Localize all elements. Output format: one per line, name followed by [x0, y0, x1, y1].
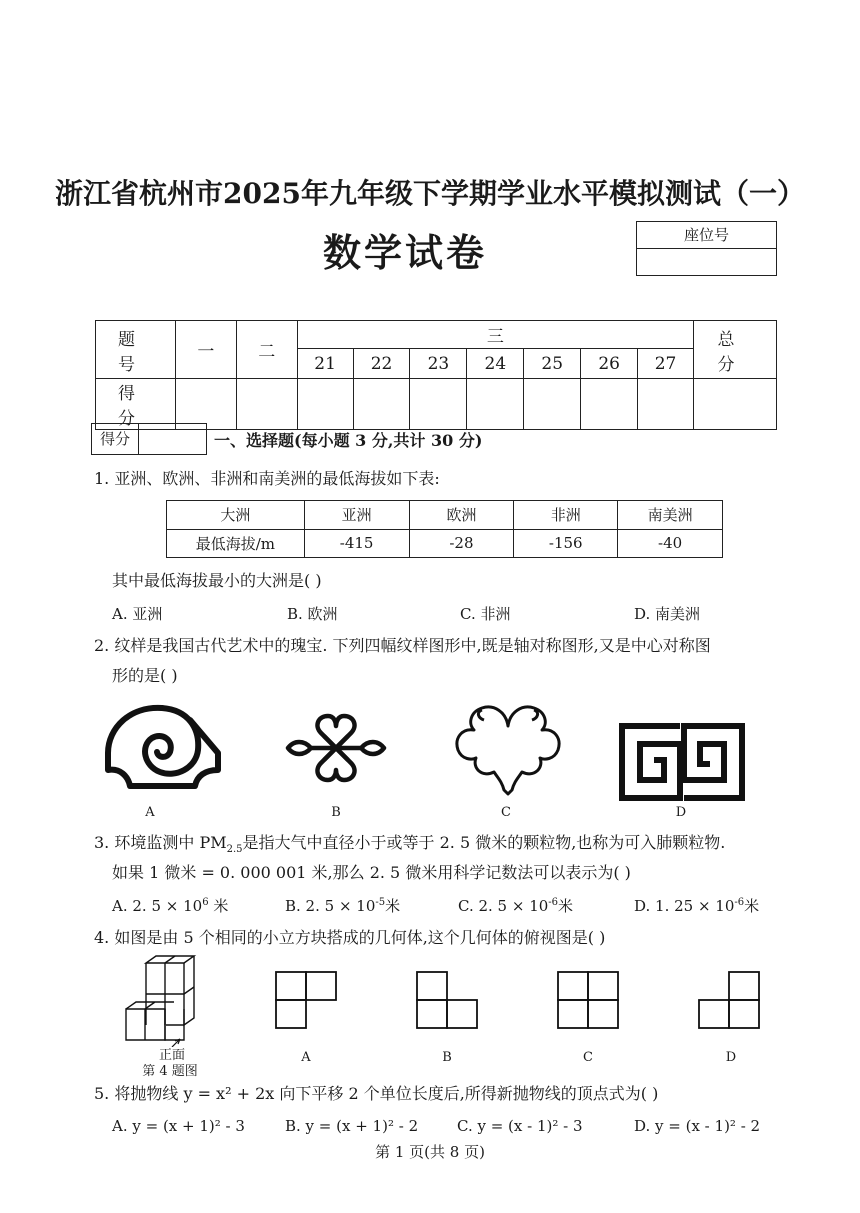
q3-option-a-exp: 6	[202, 897, 209, 908]
altitude-table	[166, 500, 723, 558]
score-sub-col: 21	[297, 349, 353, 379]
altitude-cell: 最低海拔/m	[167, 529, 305, 558]
score-table	[95, 320, 777, 430]
q4-cube-figure	[118, 955, 228, 1047]
altitude-header: 亚洲	[304, 501, 409, 530]
q1-text: 1. 亚洲、欧洲、非洲和南美洲的最低海拔如下表:	[94, 469, 440, 488]
q3-line1	[94, 833, 725, 860]
section-score-label: 得分	[92, 424, 139, 454]
pattern-c-cloud-figure	[448, 698, 568, 798]
q4-view-b-figure	[415, 970, 479, 1030]
score-sub-col: 24	[467, 349, 524, 379]
section-score-box[interactable]	[91, 423, 207, 455]
altitude-header: 大洲	[167, 501, 305, 530]
q3-line2: 如果 1 微米 = 0. 000 001 米,那么 2. 5 微米用科学记数法可以表示为( )	[112, 863, 631, 882]
q2-line2: 形的是( )	[112, 666, 178, 685]
score-cell[interactable]	[175, 379, 236, 430]
q1-option-d: D. 南美洲	[634, 605, 701, 623]
score-cell[interactable]	[467, 379, 524, 430]
q3-pm-subscript: 2.5	[226, 844, 243, 856]
pattern-b-knot-figure	[276, 708, 396, 798]
score-sub-col: 26	[581, 349, 638, 379]
score-table-row-label: 题 号	[96, 321, 176, 379]
q3-option-c	[458, 895, 573, 916]
score-col-two: 二	[236, 321, 297, 379]
score-cell[interactable]	[236, 379, 297, 430]
q5-option-d: D. y = (x - 1)² - 2	[634, 1117, 761, 1135]
q3-line1-end: 是指大气中直径小于或等于 2. 5 微米的颗粒物,也称为可入肺颗粒物.	[242, 833, 726, 852]
q3-option-a	[112, 895, 228, 916]
seat-number-label: 座位号	[637, 222, 776, 249]
pattern-a-swirl-figure	[100, 698, 225, 793]
score-cell[interactable]	[524, 379, 581, 430]
q4-view-d-figure	[697, 970, 761, 1030]
exam-subtitle: 数学试卷	[322, 230, 487, 275]
score-col-three: 三	[297, 321, 693, 349]
score-total-label: 总 分	[694, 321, 777, 379]
q1-option-c: C. 非洲	[460, 605, 511, 623]
q4-figure-caption: 第 4 题图	[142, 1064, 198, 1079]
q2-line1: 2. 纹样是我国古代艺术中的瑰宝. 下列四幅纹样图形中,既是轴对称图形,又是中心对称图	[94, 636, 711, 655]
q4-caption-a: A	[301, 1050, 311, 1065]
q1-question: 其中最低海拔最小的大洲是( )	[112, 571, 322, 590]
score-cell[interactable]	[410, 379, 467, 430]
q3-option-c-exp: -6	[548, 897, 559, 908]
altitude-cell: -415	[304, 529, 409, 558]
score-col-one: 一	[175, 321, 236, 379]
altitude-header: 欧洲	[409, 501, 514, 530]
q4-front-label: 正面	[158, 1048, 185, 1063]
section-title: 一、选择题(每小题 3 分,共计 30 分)	[214, 431, 483, 450]
q3-option-b	[285, 895, 400, 916]
altitude-cell: -40	[618, 529, 723, 558]
score-row2-label: 得 分	[96, 379, 176, 430]
q3-option-d-exp: -6	[734, 897, 745, 908]
page-footer: 第 1 页(共 8 页)	[375, 1143, 485, 1161]
exam-title: 浙江省杭州市2025年九年级下学期学业水平模拟测试（一）	[55, 177, 805, 210]
q4-view-c-figure	[556, 970, 620, 1030]
seat-number-box[interactable]	[636, 221, 777, 276]
q3-option-a-unit: 米	[208, 897, 229, 915]
q4-caption-b: B	[442, 1050, 452, 1065]
q5-option-a: A. y = (x + 1)² - 3	[112, 1117, 245, 1135]
altitude-cell: -28	[409, 529, 514, 558]
score-sub-col: 25	[524, 349, 581, 379]
altitude-cell: -156	[514, 529, 618, 558]
q3-option-d-base: D. 1. 25 × 10	[634, 897, 735, 915]
q5-option-c: C. y = (x - 1)² - 3	[457, 1117, 583, 1135]
score-cell[interactable]	[638, 379, 694, 430]
q4-view-a-figure	[274, 970, 338, 1030]
q2-caption-a: A	[145, 805, 155, 820]
score-sub-col: 23	[410, 349, 467, 379]
score-sub-col: 27	[638, 349, 694, 379]
altitude-header: 南美洲	[618, 501, 723, 530]
q3-option-d	[634, 895, 759, 916]
q3-line1-start: 3. 环境监测中 PM	[94, 833, 227, 852]
q1-option-b: B. 欧洲	[287, 605, 338, 623]
score-total-cell[interactable]	[694, 379, 777, 430]
q4-caption-c: C	[583, 1050, 593, 1065]
q5-text: 5. 将抛物线 y = x² + 2x 向下平移 2 个单位长度后,所得新抛物线的顶点式为( )	[94, 1084, 659, 1103]
q3-option-b-exp: -5	[375, 897, 386, 908]
q4-caption-d: D	[725, 1050, 737, 1065]
score-cell[interactable]	[353, 379, 410, 430]
q3-option-d-unit: 米	[744, 897, 760, 915]
pattern-d-meander-figure	[618, 722, 746, 802]
q2-caption-b: B	[331, 805, 341, 820]
q3-option-a-base: A. 2. 5 × 10	[112, 897, 203, 915]
q3-option-c-base: C. 2. 5 × 10	[458, 897, 549, 915]
q2-caption-d: D	[675, 805, 687, 820]
score-cell[interactable]	[581, 379, 638, 430]
q4-text: 4. 如图是由 5 个相同的小立方块搭成的几何体,这个几何体的俯视图是( )	[94, 928, 606, 947]
q1-option-a: A. 亚洲	[112, 605, 163, 623]
score-cell[interactable]	[297, 379, 353, 430]
q5-option-b: B. y = (x + 1)² - 2	[285, 1117, 419, 1135]
q3-option-b-unit: 米	[385, 897, 401, 915]
q2-caption-c: C	[501, 805, 511, 820]
q3-option-b-base: B. 2. 5 × 10	[285, 897, 376, 915]
score-sub-col: 22	[353, 349, 410, 379]
q3-option-c-unit: 米	[558, 897, 574, 915]
altitude-header: 非洲	[514, 501, 618, 530]
